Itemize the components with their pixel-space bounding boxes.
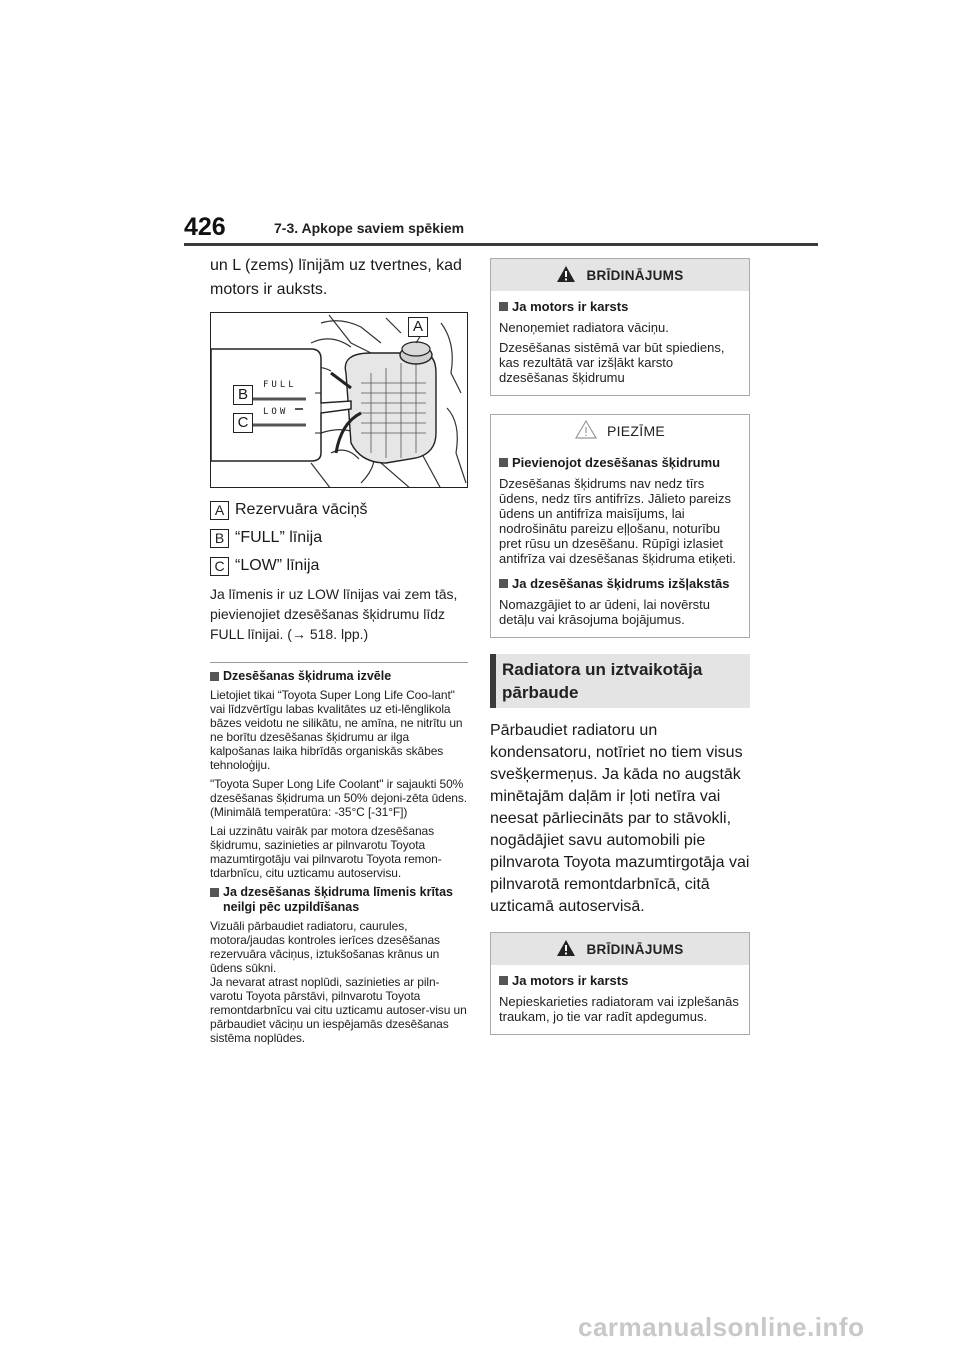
paragraph: "Toyota Super Long Life Coolant" ir sajaukti 50% dzesēšanas šķidruma un 50% dejoni-zēta ūdens. (Minimālā temperatūra: -35°C [-31°F]) [210,777,467,819]
square-bullet-icon [499,458,508,467]
level-note: Ja līmenis ir uz LOW līnijas vai zem tās, pievienojiet dzesēšanas šķidrumu līdz FULL līnijai. (→ 518. lpp.) [210,586,458,642]
header-rule [184,243,818,246]
column-divider [210,662,468,663]
radiator-paragraph: Pārbaudiet radiatoru un kondensatoru, notīriet no tiem visus svešķermeņus. Ja kāda no augstāk minētajām daļām ir ļoti netīra vai neesat pārliecināts par to stāvokli, nogādājiet savu automobili pie pilnvarota Toyota mazumtirgotāja vai pilnvarotā remontdarbnīcā, citā uzticamā autoservisā. [490,722,750,915]
paragraph: Vizuāli pārbaudiet radiatoru, caurules, motora/jaudas kontroles ierīces dzesēšanas rezervuāra vāciņus, iztukšošanas krānus un ūdens sūkni. [210,919,440,975]
section-heading-line: Radiatora un iztvaikotāja [502,660,703,679]
warning-subtitle: Ja motors ir karsts [512,299,629,314]
notice-title: PIEZĪME [606,423,666,439]
square-bullet-icon [499,302,508,311]
paragraph: Lai uzzinātu vairāk par motora dzesēšanas šķidrumu, sazinieties ar pilnvarotu Toyota mazumtirgotāju vai pilnvarotu Toyota remon-tdarbnīcu, citu uzticamu autoservisu. [210,824,442,880]
notice-subtitle: Ja dzesēšanas šķidrums izšļakstās [512,576,730,591]
warning-subtitle: Ja motors ir karsts [512,973,629,988]
warning-subheading [499,973,741,989]
legend-item [210,524,468,552]
warning-text: Nenoņemiet radiatora vāciņu. [499,320,669,335]
legend-item [210,496,468,524]
warning-text: Dzesēšanas sistēmā var būt spiediens, kas rezultātā var izšļākt karsto dzesēšanas šķidrumu [499,340,725,385]
subsection-heading [210,885,468,915]
right-column [490,258,750,1035]
square-bullet-icon [499,976,508,985]
warning-header [491,933,749,965]
warning-subheading [499,299,741,315]
gauge-full-label: FULL [263,380,297,390]
section-title: 7-3. Apkope saviem spēkiem [274,220,465,236]
gauge-low-label: LOW [263,407,289,417]
legend-key: C [210,557,229,576]
warning-title: BRĪDINĀJUMS [586,941,684,957]
legend-text: “FULL” līnija [235,529,323,546]
warning-header [491,259,749,291]
left-column [210,254,468,1045]
legend-item [210,552,468,580]
warning-title: BRĪDINĀJUMS [586,267,684,283]
watermark: carmanualsonline.info [578,1312,865,1342]
legend-text: Rezervuāra vāciņš [235,501,368,518]
warning-triangle-icon [556,939,576,960]
callout-b: B [233,385,253,405]
page-number: 426 [184,213,226,241]
page-header [0,0,960,250]
legend-key: B [210,529,229,548]
callout-c: C [233,413,253,433]
warning-body [491,965,749,1034]
warning-body [491,291,749,395]
subsection-title: Ja dzesēšanas šķidruma līmenis krītas neilgi pēc uzpildīšanas [223,885,453,914]
notice-triangle-icon [575,420,597,442]
warning-box [490,258,750,396]
square-bullet-icon [210,888,219,897]
subsection-heading [210,669,468,684]
section-heading-line: pārbaude [502,683,579,702]
lead-text: un L (zems) līnijām uz tvertnes, kad motors ir auksts. [210,257,462,298]
warning-triangle-icon [556,265,576,286]
figure-legend [210,496,468,580]
paragraph: Lietojiet tikai “Toyota Super Long Life Coo-lant" vai līdzvērtīgu labas kvalitātes uz eti-lēnglikola bāzes veidotu ne silikātu, ne amīna, ne nitrītu un ne borītu dzesēšanas šķidrumu ar ilga kalpošanas laika hibrīdās organiskās skābes tehnoloģiju. [210,688,463,772]
legend-key: A [210,501,229,520]
section-heading [490,654,750,708]
notice-subtitle: Pievienojot dzesēšanas šķidrumu [512,455,721,470]
notice-text: Dzesēšanas šķidrums nav nedz tīrs ūdens, nedz tīrs antifrīzs. Jālieto pareizs ūdens un antifrīza maisījums, lai nodrošinātu pareizu eļļošanu, noturību pret rūsu un dzesēšanu. Rūpīgi izlasiet antifrīza vai dzesēšanas šķidruma etiķeti. [499,476,736,566]
notice-subheading [499,576,741,592]
engine-coolant-figure [210,312,468,488]
notice-box [490,414,750,638]
warning-text: Nepieskarieties radiatoram vai izplešanās traukam, jo tie var radīt apdegumus. [499,994,739,1024]
notice-body [491,447,749,637]
square-bullet-icon [499,579,508,588]
subsection-body [210,919,468,1045]
legend-text: “LOW” līnija [235,557,320,574]
notice-text: Nomazgājiet to ar ūdeni, lai novērstu detāļu vai krāsojuma bojājumus. [499,597,711,627]
subsection-title: Dzesēšanas šķidruma izvēle [223,669,392,683]
notice-header [491,415,749,447]
warning-box [490,932,750,1035]
square-bullet-icon [210,672,219,681]
subsection-body [210,688,468,880]
paragraph: Ja nevarat atrast noplūdi, sazinieties ar piln-varotu Toyota pārstāvi, pilnvarotu Toyota remontdarbnīcu vai citu uzticamu autoser-visu un pārbaudiet vāciņu un iespējamās dzesēšanas sistēma noplūdes. [210,975,467,1045]
notice-subheading [499,455,741,471]
callout-a: A [408,317,428,337]
